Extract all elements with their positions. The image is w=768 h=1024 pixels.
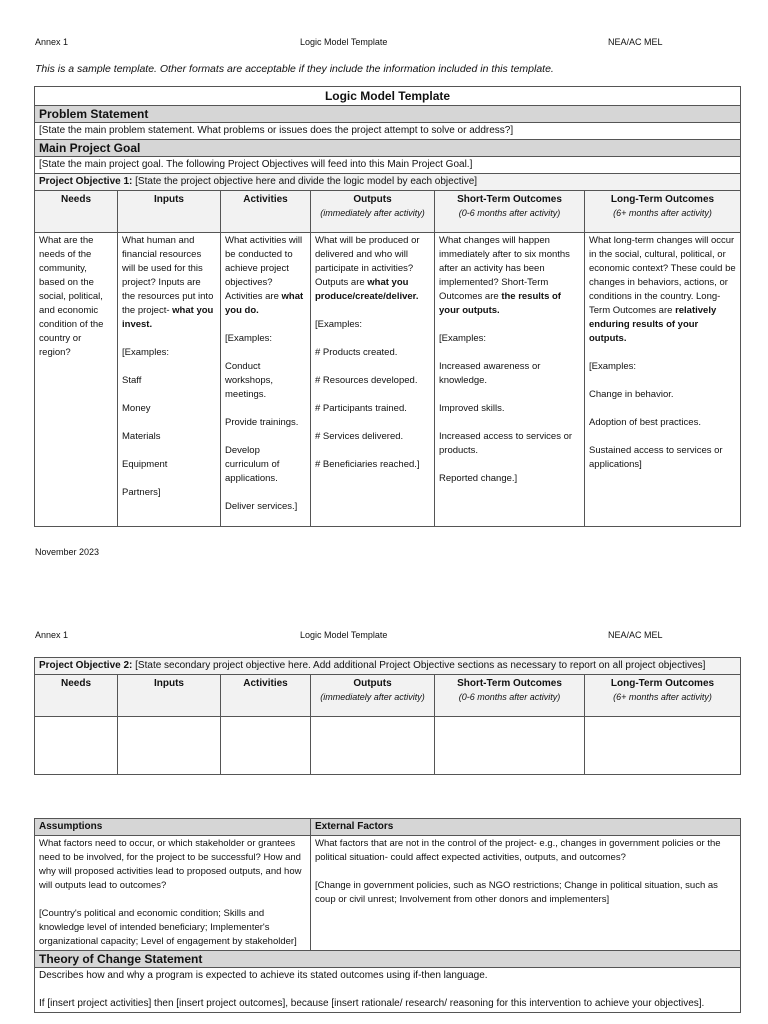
objective-2-label: Project Objective 2: [39,660,133,671]
col-needs: Needs [35,675,118,717]
logic-model-table [34,86,741,527]
col-outputs-sub: (immediately after activity) [320,208,425,218]
list-item: # Services delivered. [315,431,404,442]
objective-2-text: [State secondary project objective here. Add additional Project Objective sections as necessary to report on all project objectives] [132,660,706,671]
assumptions-table [34,818,741,1013]
list-item: # Products created. [315,347,398,358]
col-inputs: Inputs [118,675,221,717]
external-factors-cell: What factors that are not in the control of the project- e.g., changes in government policies or the political situation- could affect expected activities, outputs, and outcomes? [Change in government policies, such as NGO restrictions; Change in political situation, such as coup or civil unrest; Involvement from other donors and implementers] [311,836,741,951]
objective-2-row [35,658,741,675]
page-footer-date: November 2023 [35,547,100,557]
list-item: # Beneficiaries reached.] [315,459,420,470]
col-inputs: Inputs [118,191,221,233]
needs-input-cell[interactable] [35,717,118,775]
col-short-term-sub: (0-6 months after activity) [458,208,561,218]
col-activities: Activities [221,675,311,717]
page-header-left: Annex 1 [35,630,69,640]
long-term-cell: What long-term changes will occur in the social, cultural, political, or economic context? These could be changes in behaviors, actions, or conditions in the country. Long-Term Outcomes are relatively enduring results of your outputs. [Examples: Change in behavior. Adoption of best practices. Sustained access to services or applications] [585,233,741,527]
list-item: Reported change.] [439,473,518,484]
main-goal-text: [State the main project goal. The following Project Objectives will feed into this Main Project Goal.] [35,157,741,174]
needs-cell: What are the needs of the community, based on the social, political, and economic condition of the country or region? [35,233,118,527]
list-item: Conduct workshops, meetings. [225,361,274,400]
inputs-cell: What human and financial resources will be used for this project? Inputs are the resources put into the project- what you invest. [Examples: Staff Money Materials Equipment Partners] [118,233,221,527]
outputs-input-cell[interactable] [311,717,435,775]
col-short-term: Short-Term Outcomes (0-6 months after activity) [435,675,585,717]
table-title: Logic Model Template [35,87,741,106]
col-outputs: Outputs (immediately after activity) [311,675,435,717]
col-long-term: Long-Term Outcomes (6+ months after activity) [585,675,741,717]
list-item: Staff [122,375,142,386]
objective-2-table [34,657,741,775]
activities-input-cell[interactable] [221,717,311,775]
col-long-term: Long-Term Outcomes (6+ months after activity) [585,191,741,233]
theory-of-change-heading: Theory of Change Statement [35,951,741,968]
activities-cell: What activities will be conducted to achieve project objectives? Activities are what you do. [Examples: Conduct workshops, meetings. Provide trainings. Develop curriculum of applications. Deliver services.] [221,233,311,527]
list-item: Increased awareness or knowledge. [439,361,541,386]
col-long-term-sub: (6+ months after activity) [613,208,712,218]
list-item: Partners] [122,487,161,498]
page-header-right: NEA/AC MEL [608,630,663,640]
objective-1-row [35,174,741,191]
list-item: Materials [122,431,161,442]
inputs-input-cell[interactable] [118,717,221,775]
objective-1-label: Project Objective 1: [39,176,133,187]
list-item: Deliver services.] [225,501,298,512]
list-item: Sustained access to services or applications] [589,445,723,470]
list-item: Provide trainings. [225,417,299,428]
col-activities: Activities [221,191,311,233]
list-item: # Resources developed. [315,375,418,386]
col-short-term: Short-Term Outcomes (0-6 months after activity) [435,191,585,233]
objective-1-text: [State the project objective here and divide the logic model by each objective] [132,176,478,187]
short-term-input-cell[interactable] [435,717,585,775]
page-header-right: NEA/AC MEL [608,37,663,47]
col-needs: Needs [35,191,118,233]
outputs-cell: What will be produced or delivered and who will participate in activities? Outputs are what you produce/create/deliver. [Examples: # Products created. # Resources developed. # Participants trained. # Services delivered. # Beneficiaries reached.] [311,233,435,527]
page-header-title: Logic Model Template [300,630,388,640]
list-item: Develop curriculum of applications. [225,445,280,484]
list-item: Adoption of best practices. [589,417,701,428]
col-outputs: Outputs (immediately after activity) [311,191,435,233]
theory-of-change-cell: Describes how and why a program is expected to achieve its stated outcomes using if-then language. If [insert project activities] then [insert project outcomes], because [insert rationale/ research/ reasoning for this intervention to achieve your objectives]. [35,968,741,1013]
external-factors-heading: External Factors [311,819,741,836]
list-item: Increased access to services or products. [439,431,573,456]
long-term-input-cell[interactable] [585,717,741,775]
list-item: Equipment [122,459,168,470]
assumptions-heading: Assumptions [35,819,311,836]
short-term-cell: What changes will happen immediately after to six months after an activity has been implemented? Short-Term Outcomes are the results of your outputs. [Examples: Increased awareness or knowledge. Improved skills. Increased access to services or products. Reported change.] [435,233,585,527]
list-item: # Participants trained. [315,403,407,414]
page-header-title: Logic Model Template [300,37,388,47]
page-header-left: Annex 1 [35,37,69,47]
list-item: Improved skills. [439,403,505,414]
list-item: Change in behavior. [589,389,674,400]
assumptions-cell: What factors need to occur, or which stakeholder or grantees need to be involved, for the project to be successful? How and why will proposed activities lead to proposed outputs, and how will outputs lead to outcomes? [Country's political and economic condition; Skills and knowledge level of intended beneficiary; Implementer's organizational capacity; Level of engagement by stakeholder] [35,836,311,951]
problem-statement-text: [State the main problem statement. What problems or issues does the project attempt to solve or address?] [35,123,741,140]
main-goal-heading: Main Project Goal [35,140,741,157]
list-item: Money [122,403,151,414]
problem-statement-heading: Problem Statement [35,106,741,123]
intro-note: This is a sample template. Other formats are acceptable if they include the information included in this template. [35,63,554,75]
